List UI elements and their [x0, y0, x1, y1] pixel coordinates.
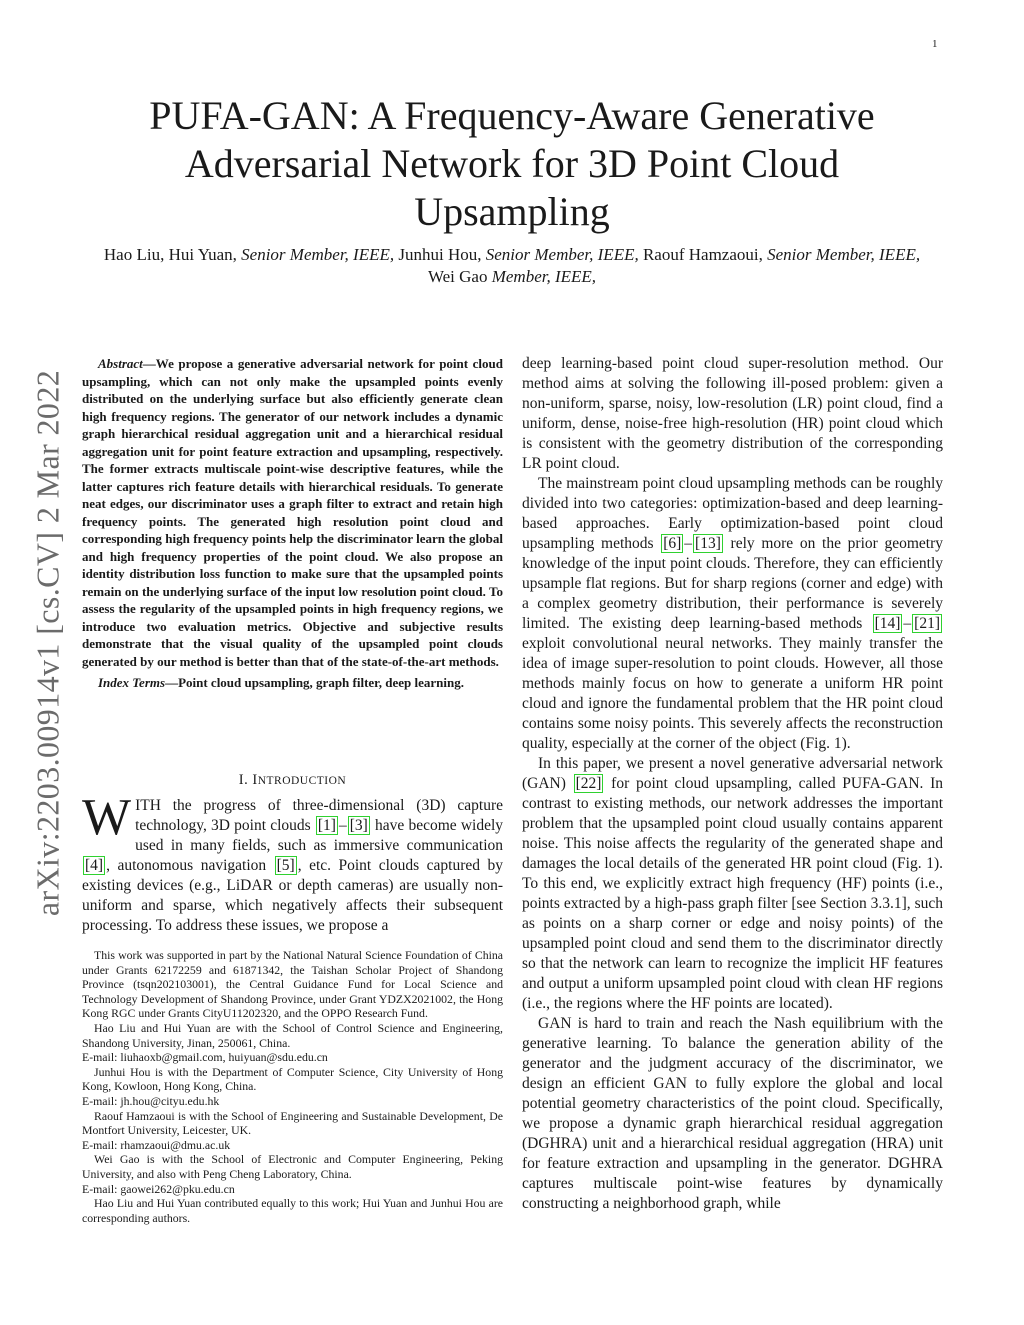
body-text: exploit convolutional neural networks. They mainly transfer the idea of image super-resolution to point clouds. However, all those methods mainly focus on how to generate a uniform HR point cloud and ignore the fundamental problem that the HR point cloud contains some noisy points. This severely affects the reconstruction quality, especially at the corner of the object (Fig. 1).: [522, 635, 943, 752]
author-role: Senior Member, IEEE,: [485, 245, 639, 264]
intro-text: ITH the progress of three-dimensional (3D) capture technology, 3D point clouds: [135, 797, 503, 834]
paper-title: PUFA-GAN: A Frequency-Aware Generative Adversarial Network for 3D Point Cloud Upsampling: [149, 93, 875, 234]
body-text: In this paper, we present a novel generative adversarial network (GAN): [522, 755, 943, 792]
author-role: Member, IEEE,: [491, 267, 597, 286]
citation-link[interactable]: [5]: [276, 857, 295, 874]
author-names: Wei Gao: [427, 267, 492, 286]
footnote-email: E-mail: gaowei262@pku.edu.cn: [82, 1181, 235, 1196]
section-numeral: I.: [238, 772, 253, 788]
body-paragraph: GAN is hard to train and reach the Nash equilibrium with the generative learning. To balance the generation ability of the generator and the judgment accuracy of the discriminator, we design an efficient GAN to fully explore the global and local potential geometry characteristics of the point cloud. Specifically, we propose a dynamic graph hierarchical residual aggregation (DGHRA) unit and a hierarchical residual aggregation (HRA) unit for feature extraction and upsampling in the generator. DGHRA captures multiscale point-wise features by dynamically constructing a neighborhood graph, while: [522, 1015, 943, 1212]
footnote-email: E-mail: rhamzaoui@dmu.ac.uk: [82, 1137, 231, 1152]
citation-link[interactable]: [22]: [575, 775, 602, 792]
body-paragraph: [522, 754, 943, 1014]
footnote-email: E-mail: liuhaoxb@gmail.com, huiyuan@sdu.edu.cn: [82, 1050, 328, 1065]
body-paragraph: [522, 474, 943, 754]
body-text: –: [684, 535, 693, 552]
right-column-body: [522, 354, 943, 1214]
body-paragraph: deep learning-based point cloud super-resolution method. Our method aims at solving the following ill-posed problem: given a non-uniform, sparse, noisy, low-resolution (LR) point cloud, find a uniform, dense, noise-free high-resolution (HR) point cloud which is consistent with the geometry distribution of the corresponding LR point cloud.: [522, 355, 943, 472]
footnote-corresponding: Hao Liu and Hui Yuan contributed equally to this work; Hui Yuan and Junhui Hou are corresponding authors.: [82, 1196, 503, 1225]
index-terms-dash: —: [165, 675, 179, 690]
author-names: Raouf Hamzaoui,: [638, 245, 768, 264]
footnotes: [82, 948, 503, 1225]
body-text: rely more on the prior geometry knowledge of the input point clouds. Therefore, they can efficiently upsample flat regions. But for sharp regions (corner and edge) with a complex geometry distribution, their performance is severely limited. The existing deep learning-based methods: [522, 535, 943, 632]
section-heading-introduction: [82, 772, 503, 789]
footnote-affiliation: Hao Liu and Hui Yuan are with the School of Control Science and Engineering, Shandong University, Jinan, 250061, China.: [82, 1020, 503, 1050]
intro-text: –: [338, 817, 347, 834]
section-title-rest: NTRODUCTION: [257, 775, 347, 787]
intro-text: , autonomous navigation: [106, 857, 274, 874]
abstract-dash: —: [142, 356, 156, 371]
citation-link[interactable]: [3]: [349, 817, 368, 834]
page-number: 1: [932, 38, 938, 50]
footnote-affiliation: Wei Gao is with the School of Electronic and Computer Engineering, Peking University, and also with Peng Cheng Laboratory, China.: [82, 1152, 503, 1181]
citation-link[interactable]: [21]: [914, 615, 940, 632]
abstract-text: We propose a generative adversarial network for point cloud upsampling, which can not only make the upsampled points evenly distributed on the underlying surface but also efficiently generate clean high frequency regions. The generator of our network includes a dynamic graph hierarchical residual aggregation unit and a hierarchical residual aggregation unit for point feature extraction and upsampling, respectively. The former extracts multiscale point-wise descriptive features, while the latter captures rich feature details with hierarchical residuals. To generate neat edges, our discriminator uses a graph filter to extract and retain high frequency points. The generated high resolution point cloud and corresponding high frequency points help the discriminator learn the global and high frequency properties of the point cloud. We also propose an identity distribution loss function to make sure that the upsampled points remain on the underlying surface of the input low resolution point cloud. To assess the regularity of the upsampled points in high frequency regions, we introduce two evaluation metrics. Objective and subjective results demonstrate that the visual quality of the upsampled point clouds generated by our method is better than that of the state-of-the-art methods.: [82, 356, 503, 669]
citation-link[interactable]: [13]: [695, 535, 721, 552]
footnote-funding: This work was supported in part by the National Natural Science Foundation of China under Grants 62172259 and 61871342, the Taishan Scholar Project of Shandong Province (tsqn202103001), the Central Guidance Fund for Local Science and Technology Development of Shandong Province, under Grant YDZX2021002, the Hong Kong RGC under Grants CityU11202320, and the OPPO Research Fund.: [82, 948, 503, 1021]
section-initial: I: [252, 772, 258, 788]
footnote-email: E-mail: jh.hou@cityu.edu.hk: [82, 1093, 220, 1108]
introduction-paragraph: [82, 789, 504, 936]
footnote-affiliation: Raouf Hamzaoui is with the School of Engineering and Sustainable Development, De Montfort University, Leicester, UK.: [82, 1108, 503, 1138]
author-names: Junhui Hou,: [394, 245, 486, 264]
abstract-label: Abstract: [98, 356, 143, 371]
citation-link[interactable]: [1]: [317, 817, 336, 834]
arxiv-watermark: [28, 352, 68, 934]
citation-link[interactable]: [6]: [663, 535, 682, 552]
citation-link[interactable]: [14]: [874, 615, 901, 632]
footnote-affiliation: Junhui Hou is with the Department of Computer Science, City University of Hong Kong, Kowloon, Hong Kong, China.: [82, 1064, 503, 1094]
author-role: Senior Member, IEEE,: [767, 245, 921, 264]
arxiv-id: arXiv:2203.00914v1 [cs.CV] 2 Mar 2022: [29, 369, 66, 917]
drop-cap: W: [82, 789, 132, 846]
author-list: [100, 244, 924, 288]
index-terms-text: Point cloud upsampling, graph filter, deep learning.: [178, 675, 464, 690]
body-text: The mainstream point cloud upsampling methods can be roughly divided into two categories: optimization-based and deep learning-based approaches. Early optimization-based point cloud upsampling methods: [522, 475, 943, 552]
index-terms-label: Index Terms: [98, 675, 166, 690]
body-text: for point cloud upsampling, called PUFA-GAN. In contrast to existing methods, our network addresses the important problem that the upsampled point cloud usually contains apparent noise. This noise affects the regularity of the generated shape and damages the local details of the generated HR point cloud (Fig. 1). To this end, we explicitly extract high frequency (HF) points (i.e., points extracted by a high-pass graph filter [see Section 3.3.1], such as points on a sharp corner or edge and noisy points) of the upsampled point cloud and send them to the discriminator directly so that the network can learn to recognize the implicit HF features and output a uniform upsampled point cloud with clean HF regions (i.e., the regions where the HF points are located).: [522, 775, 944, 1012]
citation-link[interactable]: [4]: [85, 857, 104, 874]
author-role: Senior Member, IEEE,: [241, 245, 395, 264]
intro-text: , etc. Point clouds captured by existing devices (e.g., LiDAR or depth cameras) are usually non-uniform and sparse, which negatively affects their subsequent processing. To address these issues, we propose a: [82, 857, 504, 934]
intro-text: have become widely used in many fields, such as immersive communication: [135, 817, 504, 854]
body-text: –: [903, 615, 912, 632]
author-names: Hao Liu, Hui Yuan,: [103, 245, 242, 264]
abstract: [82, 355, 503, 692]
